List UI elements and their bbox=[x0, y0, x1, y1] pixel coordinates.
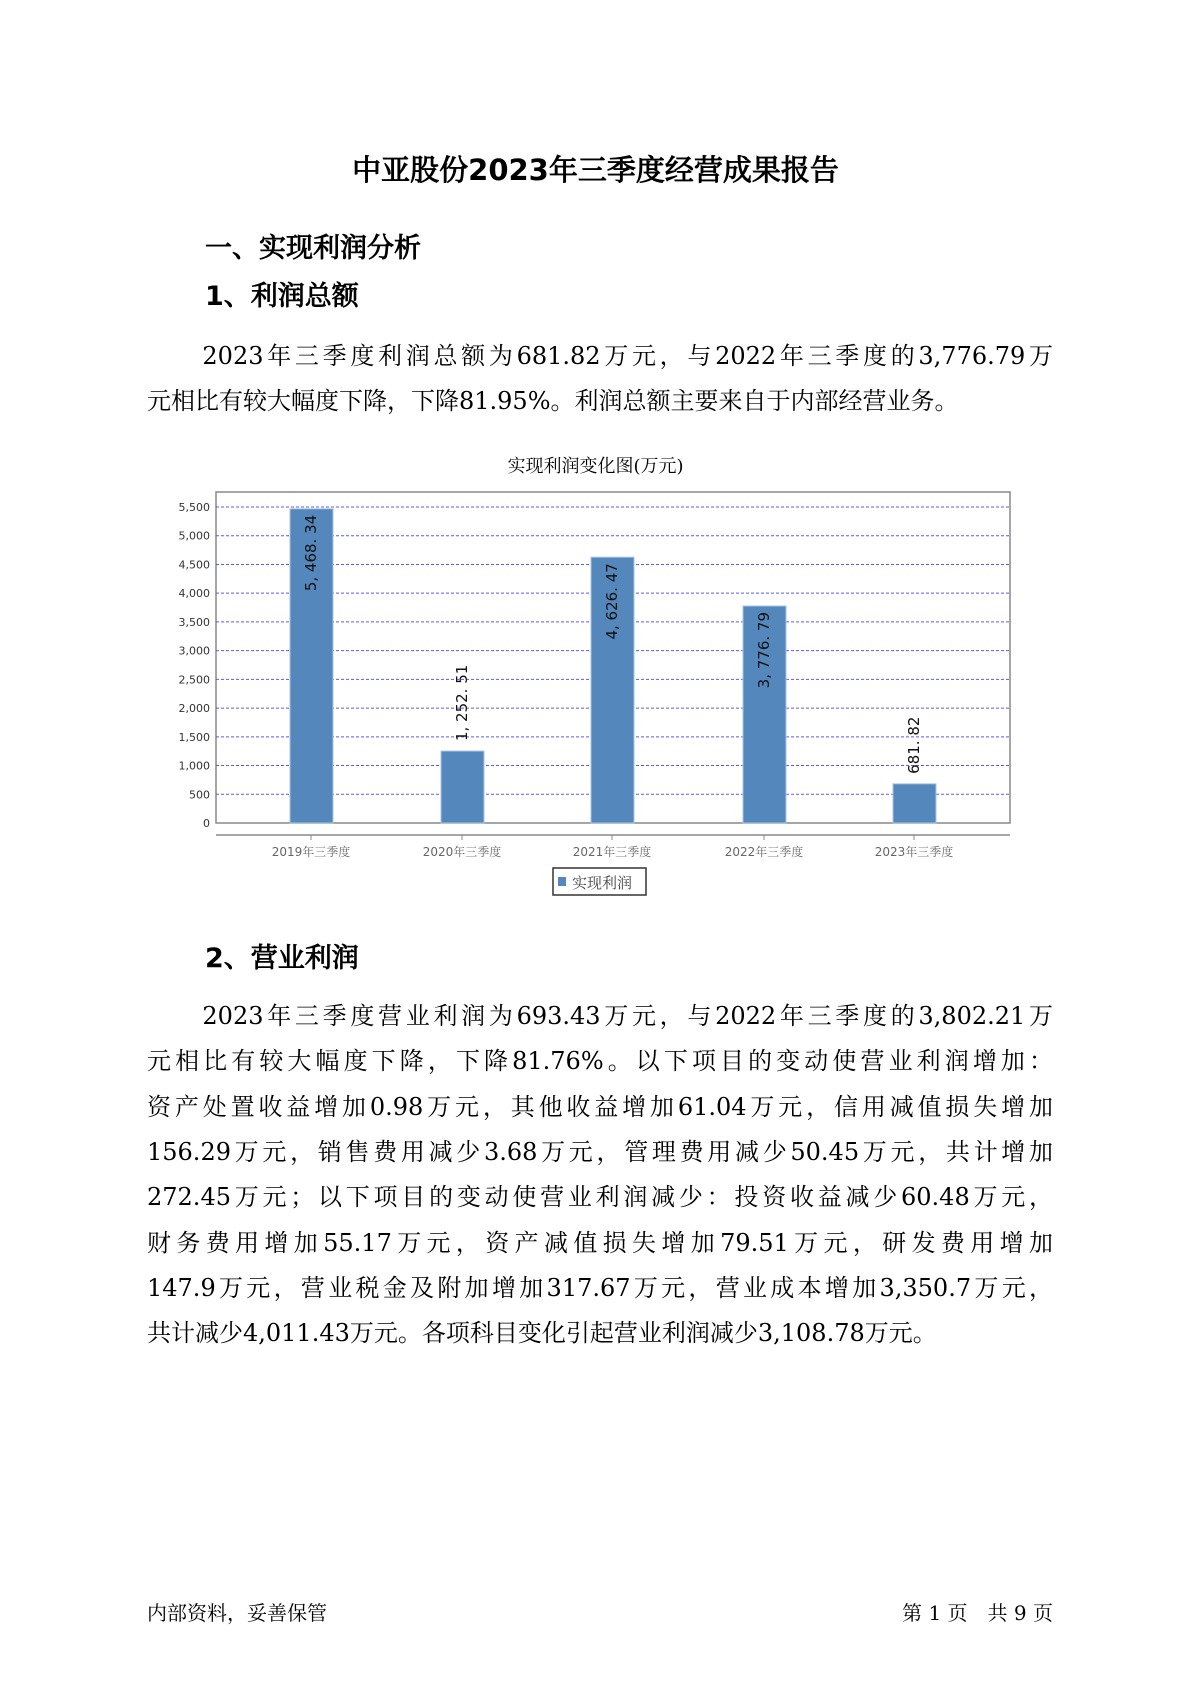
data-label: 681. 82 bbox=[905, 716, 923, 774]
legend-swatch bbox=[558, 877, 566, 886]
x-tick-label: 2022年三季度 bbox=[724, 845, 804, 859]
subsection-heading-profit-total: 1、利润总额 bbox=[205, 281, 359, 312]
paragraph-line: 156.29万元，销售费用减少3.68万元，管理费用减少50.45万元，共计增加 bbox=[147, 1138, 1053, 1166]
paragraph-line: 2023年三季度营业利润为693.43万元，与2022年三季度的3,802.21万 bbox=[147, 1002, 1053, 1030]
chart-title: 实现利润变化图(万元) bbox=[507, 456, 684, 477]
y-tick-label: 2,500 bbox=[178, 673, 210, 687]
data-label: 3, 776. 79 bbox=[755, 612, 773, 689]
y-tick-label: 3,000 bbox=[178, 644, 210, 658]
paragraph-line: 147.9万元，营业税金及附加增加317.67万元，营业成本增加3,350.7万元， bbox=[147, 1274, 1053, 1302]
y-tick-label: 3,500 bbox=[178, 615, 210, 629]
footer-confidential: 内部资料，妥善保管 bbox=[147, 1601, 327, 1625]
paragraph-line: 元相比有较大幅度下降，下降81.76%。以下项目的变动使营业利润增加： bbox=[147, 1047, 1053, 1075]
y-tick-label: 1,000 bbox=[178, 759, 210, 773]
paragraph-line: 2023年三季度利润总额为681.82万元，与2022年三季度的3,776.79万 bbox=[147, 342, 1053, 370]
paragraph-line: 资产处置收益增加0.98万元，其他收益增加61.04万元，信用减值损失增加 bbox=[147, 1093, 1053, 1121]
x-tick-label: 2020年三季度 bbox=[422, 845, 502, 859]
legend-label: 实现利润 bbox=[572, 874, 633, 892]
y-tick-label: 0 bbox=[203, 817, 210, 830]
y-tick-label: 5,000 bbox=[178, 529, 210, 543]
paragraph-line: 元相比有较大幅度下降，下降81.95%。利润总额主要来自于内部经营业务。 bbox=[147, 387, 959, 415]
data-label: 1, 252. 51 bbox=[453, 664, 471, 742]
data-label: 5, 468. 34 bbox=[302, 514, 320, 592]
x-tick-label: 2019年三季度 bbox=[271, 845, 351, 859]
data-label: 4, 626. 47 bbox=[603, 563, 621, 640]
y-tick-label: 5,500 bbox=[178, 501, 210, 514]
report-title: 中亚股份2023年三季度经营成果报告 bbox=[352, 153, 839, 187]
footer-page-number: 第 1 页 共 9 页 bbox=[902, 1601, 1053, 1625]
paragraph-line: 共计减少4,011.43万元。各项科目变化引起营业利润减少3,108.78万元。 bbox=[147, 1319, 937, 1347]
y-tick-label: 4,000 bbox=[178, 587, 210, 601]
x-tick-label: 2021年三季度 bbox=[572, 845, 652, 859]
y-tick-label: 2,000 bbox=[178, 702, 210, 716]
paragraph-line: 财务费用增加55.17万元，资产减值损失增加79.51万元，研发费用增加 bbox=[147, 1229, 1053, 1257]
y-tick-label: 500 bbox=[189, 788, 210, 802]
paragraph-line: 272.45万元；以下项目的变动使营业利润减少：投资收益减少60.48万元， bbox=[147, 1183, 1053, 1211]
bar bbox=[893, 784, 936, 823]
x-tick-label: 2023年三季度 bbox=[874, 845, 954, 859]
section-heading: 一、实现利润分析 bbox=[205, 233, 421, 264]
y-tick-label: 4,500 bbox=[178, 558, 210, 572]
y-tick-label: 1,500 bbox=[178, 730, 210, 744]
bar bbox=[441, 751, 484, 823]
subsection-heading-operating-profit: 2、营业利润 bbox=[205, 943, 359, 974]
